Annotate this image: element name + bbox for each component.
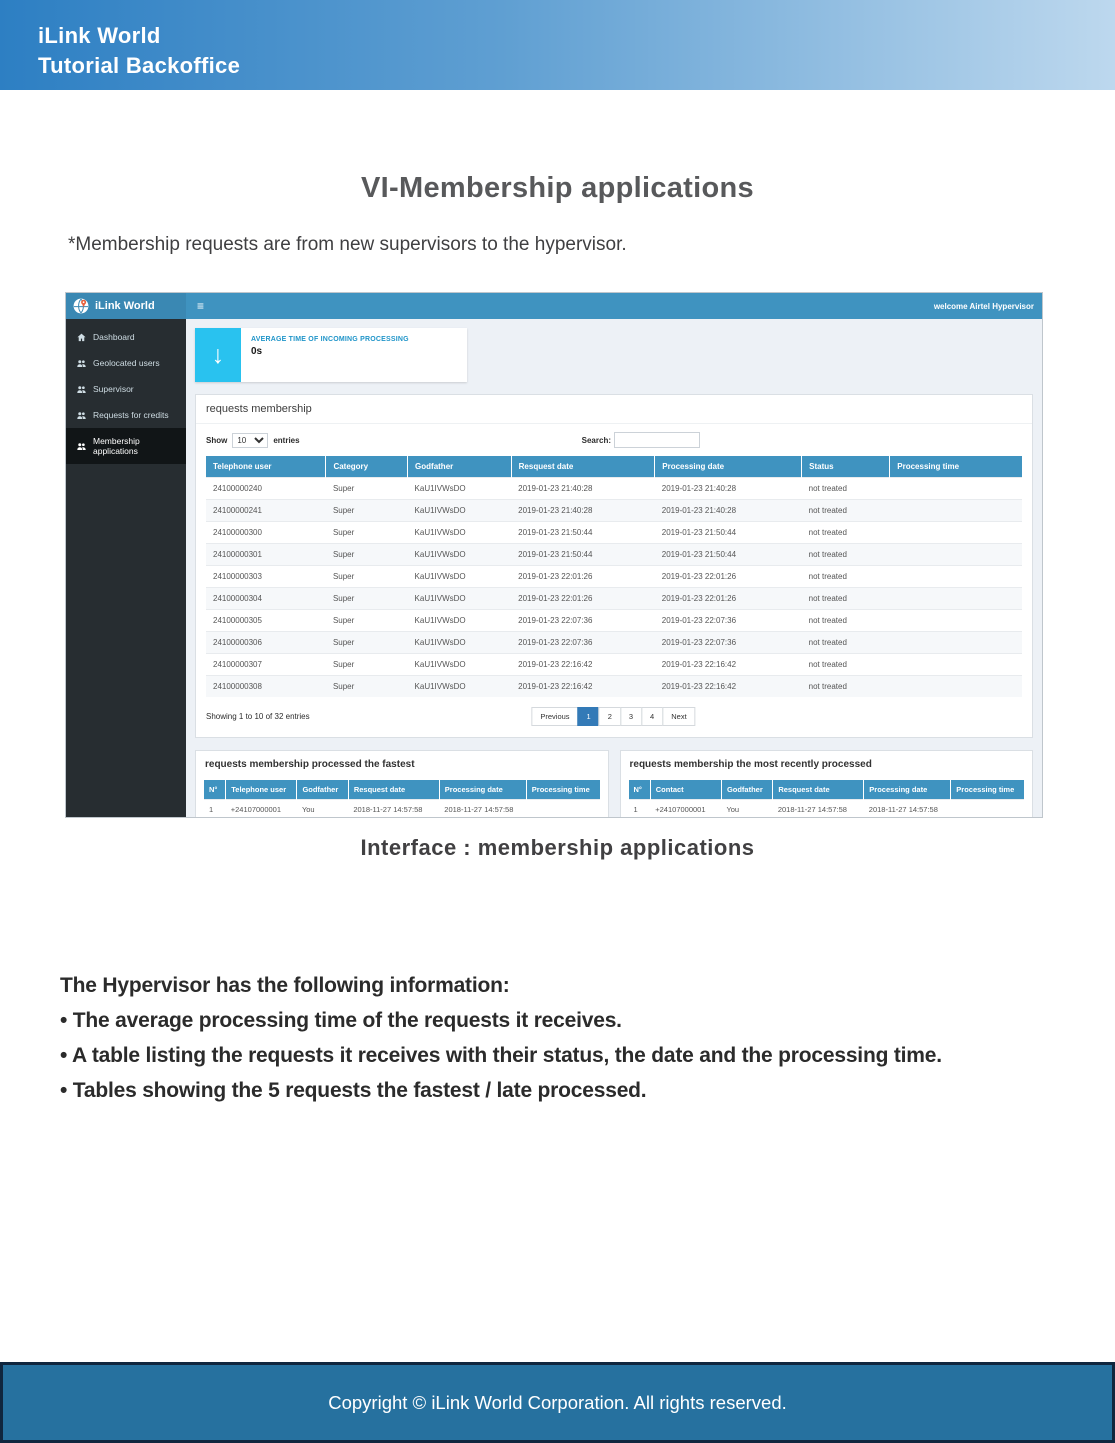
- banner-title-line1: iLink World: [38, 23, 161, 48]
- column-header-godfather[interactable]: Godfather: [297, 780, 348, 800]
- recently-processed-panel: [620, 750, 1034, 817]
- sidebar-item-membership-applications[interactable]: [66, 428, 186, 464]
- next-page-button[interactable]: Next: [662, 707, 695, 726]
- sidebar-item-label: Membership applications: [93, 436, 140, 456]
- panel-title: requests membership the most recently processed: [629, 759, 872, 770]
- users-icon: [77, 359, 86, 368]
- table-cell: 2018-11-27 14:57:58: [348, 800, 439, 818]
- column-header-processing-date[interactable]: Processing date: [439, 780, 526, 800]
- banner-title-line2: Tutorial Backoffice: [38, 53, 241, 78]
- table-row: [206, 478, 1022, 500]
- column-header-request-date[interactable]: Resquest date: [773, 780, 864, 800]
- table-row: [206, 500, 1022, 522]
- table-cell: 24100000241: [206, 500, 326, 522]
- table-cell: not treated: [802, 478, 890, 500]
- table-row: [204, 800, 600, 818]
- table-cell: Super: [326, 654, 408, 676]
- table-cell: 2019-01-23 22:07:36: [511, 610, 655, 632]
- table-cell: 2019-01-23 22:01:26: [511, 588, 655, 610]
- table-cell: not treated: [802, 632, 890, 654]
- table-cell: 2018-11-27 14:57:58: [439, 800, 526, 818]
- table-cell: not treated: [802, 588, 890, 610]
- table-cell: KaU1IVWsDO: [408, 566, 512, 588]
- table-row: [206, 676, 1022, 698]
- table-cell: [890, 632, 1022, 654]
- table-cell: 2019-01-23 22:16:42: [511, 676, 655, 698]
- intro-note: *Membership requests are from new supervisors to the hypervisor.: [68, 234, 627, 255]
- sidebar-item-dashboard[interactable]: [66, 324, 186, 350]
- table-cell: KaU1IVWsDO: [408, 522, 512, 544]
- app-body: [66, 319, 1042, 817]
- recently-processed-table: [629, 780, 1025, 817]
- table-cell: KaU1IVWsDO: [408, 588, 512, 610]
- home-icon: [77, 333, 86, 342]
- table-cell: 2019-01-23 21:50:44: [655, 522, 802, 544]
- column-header-request-date[interactable]: Resquest date: [511, 456, 655, 478]
- table-footer: [196, 697, 1032, 737]
- bottom-panels-row: [195, 750, 1033, 817]
- table-cell: 24100000306: [206, 632, 326, 654]
- column-header-request-date[interactable]: Resquest date: [348, 780, 439, 800]
- stat-card-value: 0s: [251, 346, 263, 357]
- table-cell: 2019-01-23 22:16:42: [511, 654, 655, 676]
- table-cell: 24100000305: [206, 610, 326, 632]
- page-button-1[interactable]: 1: [578, 707, 600, 726]
- table-cell: 2019-01-23 21:40:28: [655, 500, 802, 522]
- down-arrow-icon: ↓: [195, 328, 241, 382]
- table-cell: 24100000300: [206, 522, 326, 544]
- table-row: [206, 566, 1022, 588]
- table-cell: 2019-01-23 22:16:42: [655, 654, 802, 676]
- users-icon: [77, 411, 86, 420]
- table-header-row: [629, 780, 1025, 800]
- table-cell: KaU1IVWsDO: [408, 632, 512, 654]
- table-cell: 24100000308: [206, 676, 326, 698]
- table-cell: 2019-01-23 21:50:44: [655, 544, 802, 566]
- column-header-processing-time[interactable]: Processing time: [951, 780, 1024, 800]
- table-header-row: [206, 456, 1022, 478]
- table-cell: Super: [326, 500, 408, 522]
- table-cell: [890, 654, 1022, 676]
- requests-membership-table: [206, 456, 1022, 697]
- document-header-banner: [0, 0, 1115, 90]
- table-cell: [890, 588, 1022, 610]
- column-header-status[interactable]: Status: [802, 456, 890, 478]
- users-icon: [77, 385, 86, 394]
- table-header-row: [204, 780, 600, 800]
- table-cell: not treated: [802, 522, 890, 544]
- table-cell: [890, 478, 1022, 500]
- table-cell: not treated: [802, 676, 890, 698]
- table-cell: [890, 676, 1022, 698]
- table-cell: [890, 566, 1022, 588]
- info-block: [60, 968, 942, 1108]
- app-screenshot: [65, 292, 1043, 818]
- sidebar-item-label: Requests for credits: [93, 410, 169, 420]
- table-cell: not treated: [802, 566, 890, 588]
- table-cell: KaU1IVWsDO: [408, 654, 512, 676]
- table-cell: 2019-01-23 22:01:26: [655, 588, 802, 610]
- app-main-content: [186, 319, 1042, 817]
- sidebar-item-label: Geolocated users: [93, 358, 160, 368]
- table-cell: 2018-11-27 14:57:58: [864, 800, 951, 818]
- table-cell: not treated: [802, 654, 890, 676]
- column-header-telephone-user[interactable]: Telephone user: [206, 456, 326, 478]
- table-cell: +24107000001: [226, 800, 297, 818]
- pagination: [532, 707, 695, 726]
- app-sidebar: [66, 319, 186, 817]
- table-cell: 2019-01-23 22:07:36: [655, 610, 802, 632]
- column-header-category[interactable]: Category: [326, 456, 408, 478]
- screenshot-caption: Interface : membership applications: [360, 835, 755, 860]
- table-cell: Super: [326, 478, 408, 500]
- table-cell: 2019-01-23 21:40:28: [511, 478, 655, 500]
- table-cell: 1: [204, 800, 226, 818]
- table-row: [206, 544, 1022, 566]
- page-button-4[interactable]: 4: [641, 707, 663, 726]
- column-header-processing-time[interactable]: Processing time: [890, 456, 1022, 478]
- copyright-text: Copyright © iLink World Corporation. All rights reserved.: [328, 1391, 787, 1413]
- sidebar-item-label: Dashboard: [93, 332, 135, 342]
- app-brand-label: iLink World: [95, 300, 155, 312]
- table-cell: [890, 544, 1022, 566]
- table-cell: [890, 610, 1022, 632]
- app-logo-icon: [73, 298, 89, 314]
- entries-label: entries: [273, 435, 300, 445]
- entries-summary: Showing 1 to 10 of 32 entries: [206, 712, 310, 721]
- info-intro: The Hypervisor has the following information:: [60, 974, 510, 997]
- table-cell: Super: [326, 588, 408, 610]
- table-cell: KaU1IVWsDO: [408, 544, 512, 566]
- table-cell: [951, 800, 1024, 818]
- table-cell: 2019-01-23 22:01:26: [511, 566, 655, 588]
- table-cell: [890, 522, 1022, 544]
- stat-card-text: [241, 328, 419, 382]
- table-cell: Super: [326, 632, 408, 654]
- table-cell: KaU1IVWsDO: [408, 676, 512, 698]
- page-size-select[interactable]: [232, 433, 268, 448]
- table-cell: not treated: [802, 610, 890, 632]
- sidebar-item-geolocated-users[interactable]: [66, 350, 186, 376]
- app-topbar: [66, 293, 1042, 319]
- table-cell: Super: [326, 676, 408, 698]
- table-row: [206, 610, 1022, 632]
- column-header-processing-time[interactable]: Processing time: [526, 780, 599, 800]
- table-cell: 2019-01-23 21:40:28: [511, 500, 655, 522]
- welcome-user-label: welcome Airtel Hypervisor: [933, 301, 1034, 311]
- table-cell: 2019-01-23 22:07:36: [511, 632, 655, 654]
- panel-title: requests membership: [196, 395, 1032, 424]
- table-cell: 1: [629, 800, 651, 818]
- search-label: Search:: [581, 435, 611, 445]
- stat-card-label: AVERAGE TIME OF INCOMING PROCESSING: [251, 336, 409, 343]
- info-bullet: • A table listing the requests it receives with their status, the date and the processing time.: [60, 1044, 942, 1067]
- column-header-godfather[interactable]: Godfather: [408, 456, 512, 478]
- show-label: Show: [206, 435, 228, 445]
- table-controls: [196, 424, 1032, 454]
- table-row: [206, 654, 1022, 676]
- column-header-godfather[interactable]: Godfather: [721, 780, 772, 800]
- table-cell: 24100000301: [206, 544, 326, 566]
- table-cell: not treated: [802, 500, 890, 522]
- table-cell: 2019-01-23 21:50:44: [511, 544, 655, 566]
- table-cell: 2019-01-23 22:07:36: [655, 632, 802, 654]
- column-header-processing-date[interactable]: Processing date: [864, 780, 951, 800]
- column-header-contact[interactable]: Contact: [650, 780, 721, 800]
- table-cell: Super: [326, 522, 408, 544]
- column-header-number[interactable]: N°: [204, 780, 226, 800]
- table-cell: 24100000303: [206, 566, 326, 588]
- table-cell: 24100000240: [206, 478, 326, 500]
- table-cell: 2018-11-27 14:57:58: [773, 800, 864, 818]
- column-header-number[interactable]: N°: [629, 780, 651, 800]
- table-cell: 24100000307: [206, 654, 326, 676]
- table-cell: [526, 800, 599, 818]
- column-header-telephone-user[interactable]: Telephone user: [226, 780, 297, 800]
- search-input[interactable]: [614, 432, 700, 448]
- info-bullet: • Tables showing the 5 requests the fastest / late processed.: [60, 1079, 647, 1102]
- table-cell: You: [297, 800, 348, 818]
- table-cell: 2019-01-23 21:50:44: [511, 522, 655, 544]
- table-cell: 2019-01-23 22:16:42: [655, 676, 802, 698]
- panel-title: requests membership processed the fastest: [205, 759, 415, 770]
- table-row: [206, 632, 1022, 654]
- table-row: [629, 800, 1025, 818]
- search-group: [582, 432, 700, 448]
- fastest-processed-panel: [195, 750, 609, 817]
- column-header-processing-date[interactable]: Processing date: [655, 456, 802, 478]
- table-cell: [890, 500, 1022, 522]
- table-cell: Super: [326, 610, 408, 632]
- info-bullet: • The average processing time of the requests it receives.: [60, 1009, 622, 1032]
- page-button-3[interactable]: 3: [620, 707, 642, 726]
- app-brand[interactable]: [66, 293, 186, 319]
- page-title: VI-Membership applications: [361, 172, 754, 204]
- table-cell: You: [721, 800, 772, 818]
- page-button-2[interactable]: 2: [599, 707, 621, 726]
- table-cell: KaU1IVWsDO: [408, 500, 512, 522]
- table-row: [206, 522, 1022, 544]
- fastest-processed-table: [204, 780, 600, 817]
- table-cell: 24100000304: [206, 588, 326, 610]
- previous-page-button[interactable]: Previous: [531, 707, 578, 726]
- menu-toggle-icon[interactable]: ≡: [197, 299, 205, 313]
- table-cell: 2019-01-23 21:40:28: [655, 478, 802, 500]
- copyright-footer: [0, 1362, 1115, 1443]
- sidebar-item-requests-for-credits[interactable]: [66, 402, 186, 428]
- sidebar-item-supervisor[interactable]: [66, 376, 186, 402]
- table-cell: not treated: [802, 544, 890, 566]
- table-cell: Super: [326, 566, 408, 588]
- table-cell: 2019-01-23 22:01:26: [655, 566, 802, 588]
- table-cell: Super: [326, 544, 408, 566]
- sidebar-item-label: Supervisor: [93, 384, 134, 394]
- requests-membership-panel: [195, 394, 1033, 738]
- table-cell: +24107000001: [650, 800, 721, 818]
- table-cell: KaU1IVWsDO: [408, 478, 512, 500]
- table-row: [206, 588, 1022, 610]
- users-icon: [77, 442, 86, 451]
- average-time-stat-card: [195, 328, 467, 382]
- table-cell: KaU1IVWsDO: [408, 610, 512, 632]
